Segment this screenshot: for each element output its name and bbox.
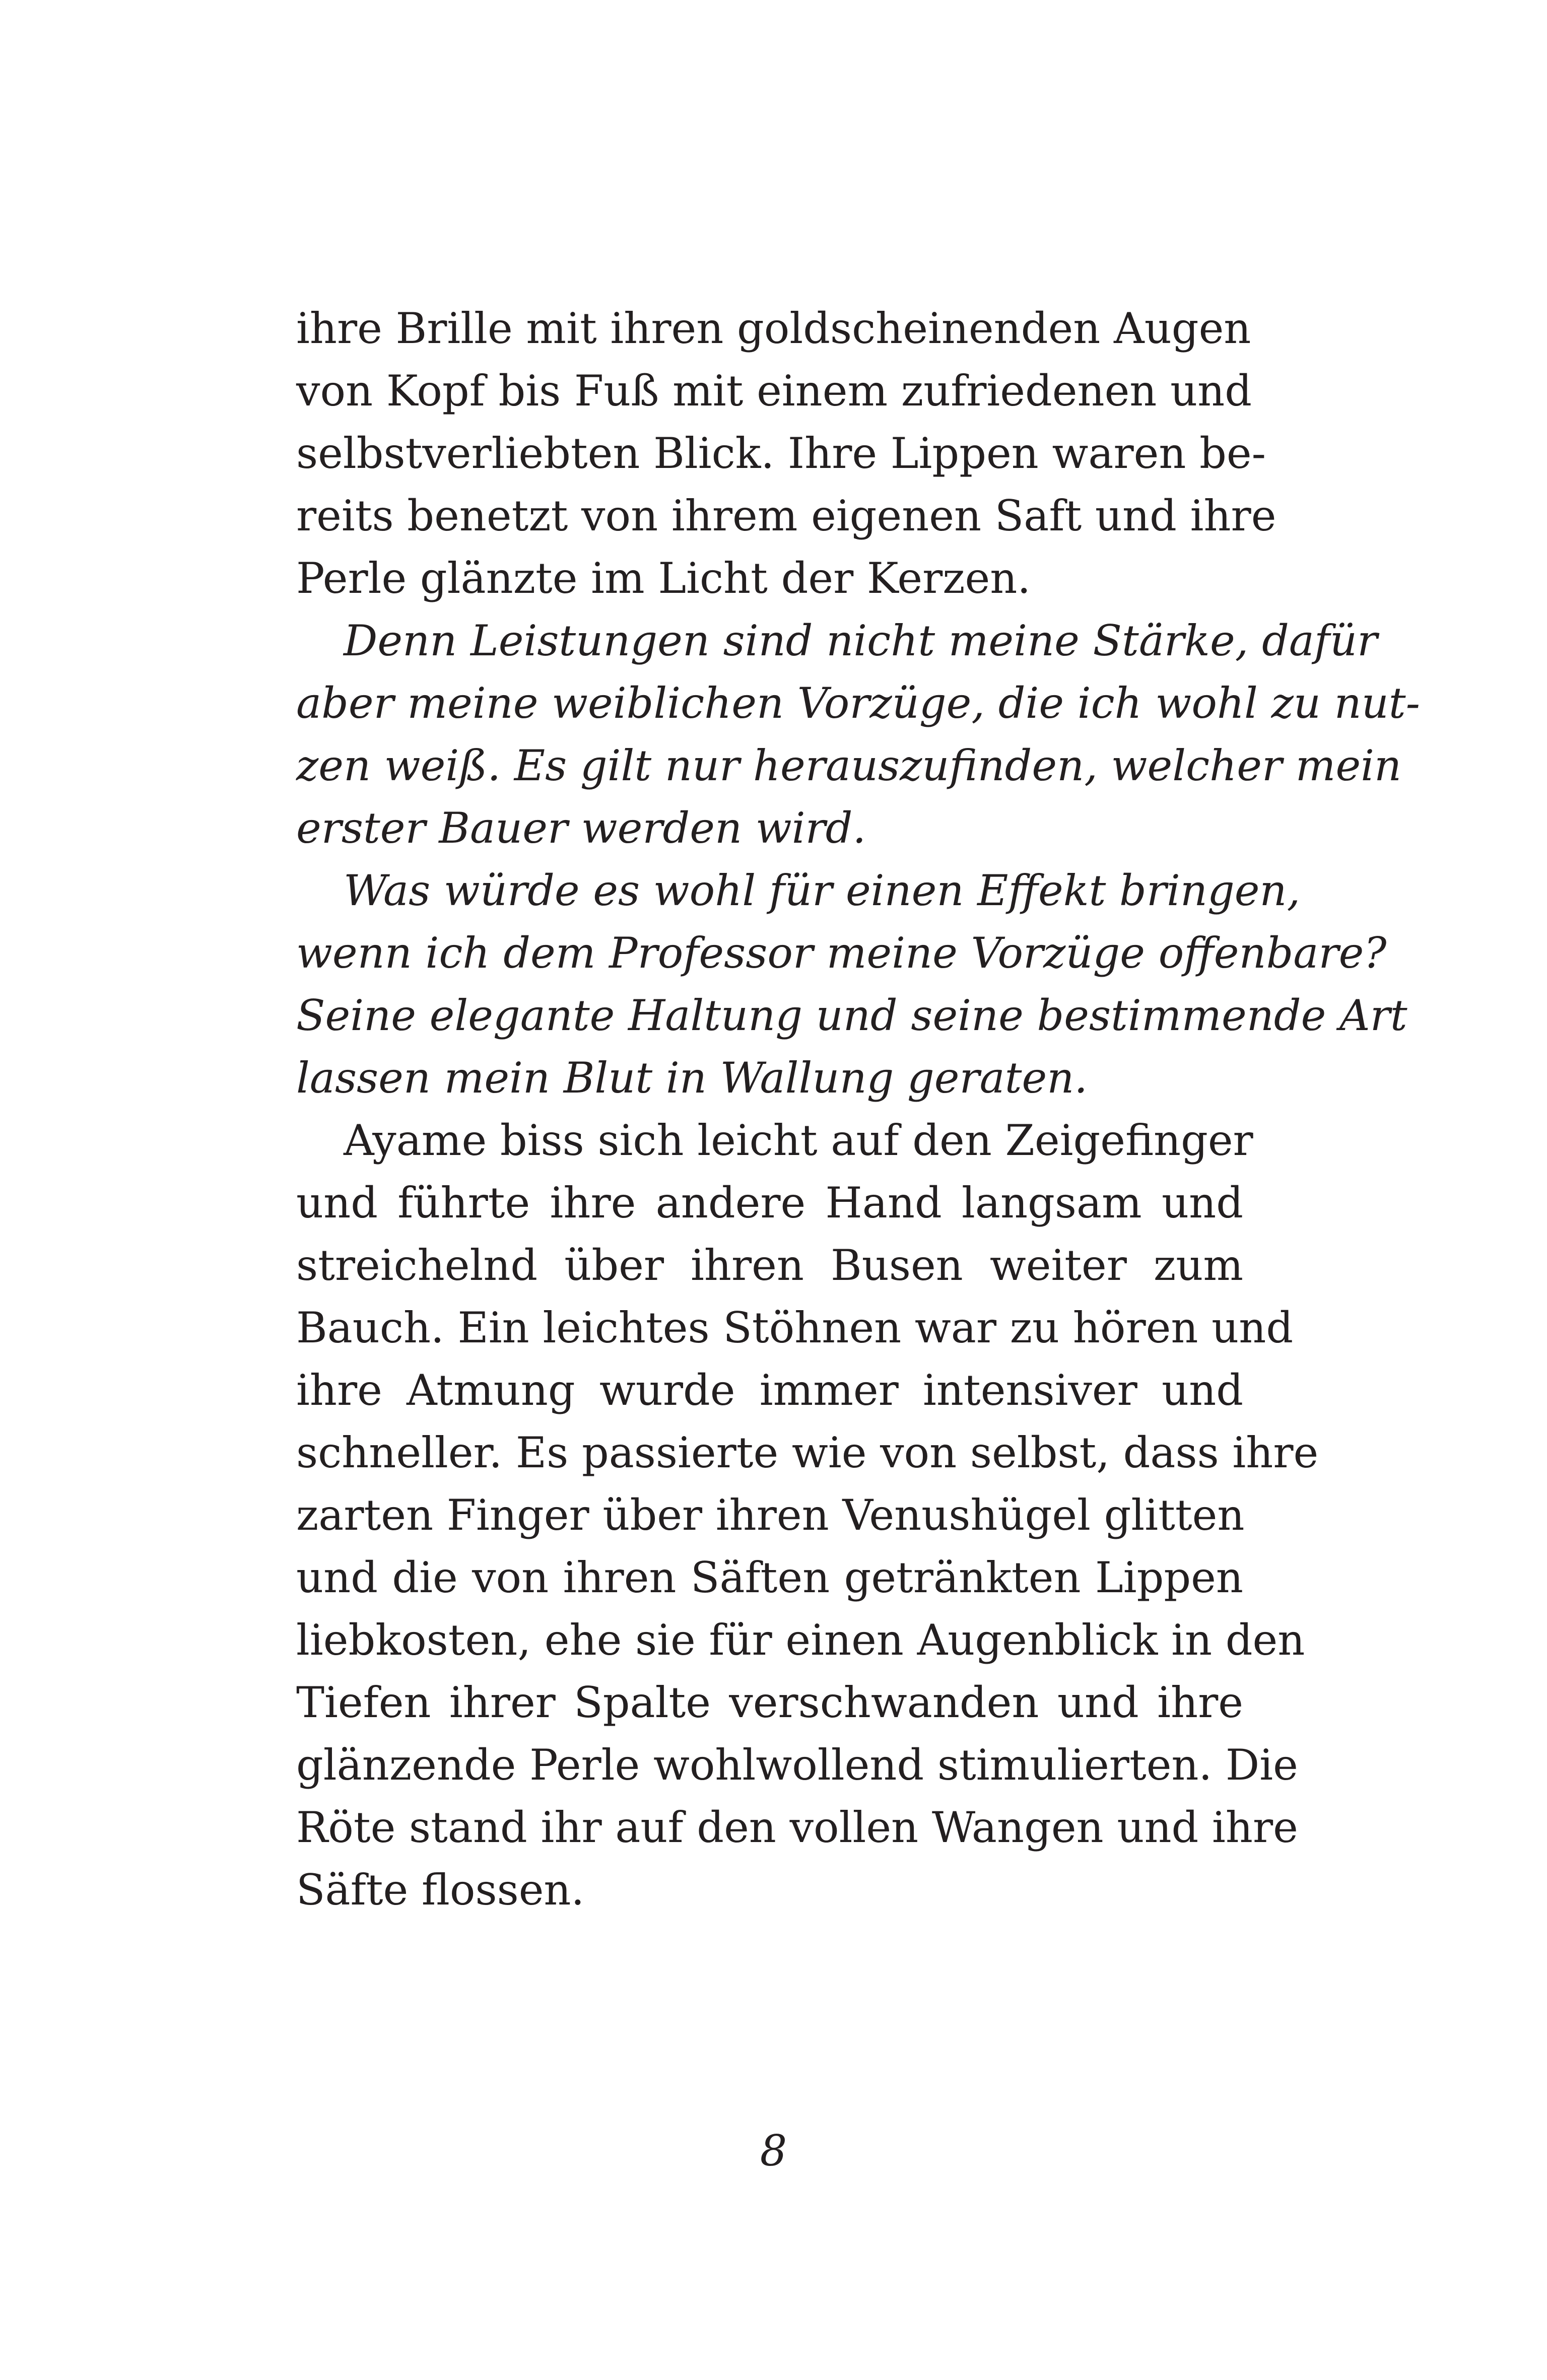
text-line: glänzende Perle wohlwollend stimulierten. Die (296, 1740, 1298, 1790)
text-line: reits benetzt von ihrem eigenen Saft und ihre (296, 491, 1276, 540)
thought-line: wenn ich dem Professor meine Vorzüge offenbare? (296, 928, 1387, 978)
text-line: von Kopf bis Fuß mit einem zufriedenen und (296, 366, 1252, 416)
thought-line: Seine elegante Haltung und seine bestimmende Art (296, 991, 1407, 1040)
text-line: und die von ihren Säften getränkten Lippen (296, 1553, 1243, 1602)
text-line: Säfte flossen. (296, 1865, 585, 1915)
thought-line: aber meine weiblichen Vorzüge, die ich wohl zu nut- (296, 678, 1421, 728)
thought-line: lassen mein Blut in Wallung geraten. (296, 1053, 1088, 1103)
text-line: Bauch. Ein leichtes Stöhnen war zu hören und (296, 1303, 1294, 1352)
text-line: selbstverliebten Blick. Ihre Lippen waren be- (296, 429, 1266, 478)
text-line: zarten Finger über ihren Venushügel glitten (296, 1490, 1245, 1540)
thought-line: erster Bauer werden wird. (296, 803, 866, 853)
page-number: 8 (760, 2126, 787, 2175)
text-line: und führte ihre andere Hand langsam und (296, 1178, 1243, 1228)
text-line: Röte stand ihr auf den vollen Wangen und ihre (296, 1803, 1298, 1852)
thought-line: zen weiß. Es gilt nur herauszufinden, welcher mein (296, 741, 1402, 790)
text-line: ihre Brille mit ihren goldscheinenden Augen (296, 304, 1251, 353)
body-text (296, 297, 1421, 1921)
text-line: schneller. Es passierte wie von selbst, dass ihre (296, 1428, 1319, 1477)
text-line: ihre Atmung wurde immer intensiver und (296, 1366, 1243, 1415)
thought-line: Denn Leistungen sind nicht meine Stärke, dafür (344, 616, 1378, 665)
text-line: streichelnd über ihren Busen weiter zum (296, 1241, 1243, 1290)
text-line: liebkosten, ehe sie für einen Augenblick in den (296, 1615, 1305, 1665)
text-line: Tiefen ihrer Spalte verschwanden und ihre (296, 1678, 1243, 1727)
thought-line: Was würde es wohl für einen Effekt bringen, (344, 866, 1301, 915)
text-line: Perle glänzte im Licht der Kerzen. (296, 554, 1031, 603)
text-line: Ayame biss sich leicht auf den Zeigefinger (344, 1116, 1253, 1165)
